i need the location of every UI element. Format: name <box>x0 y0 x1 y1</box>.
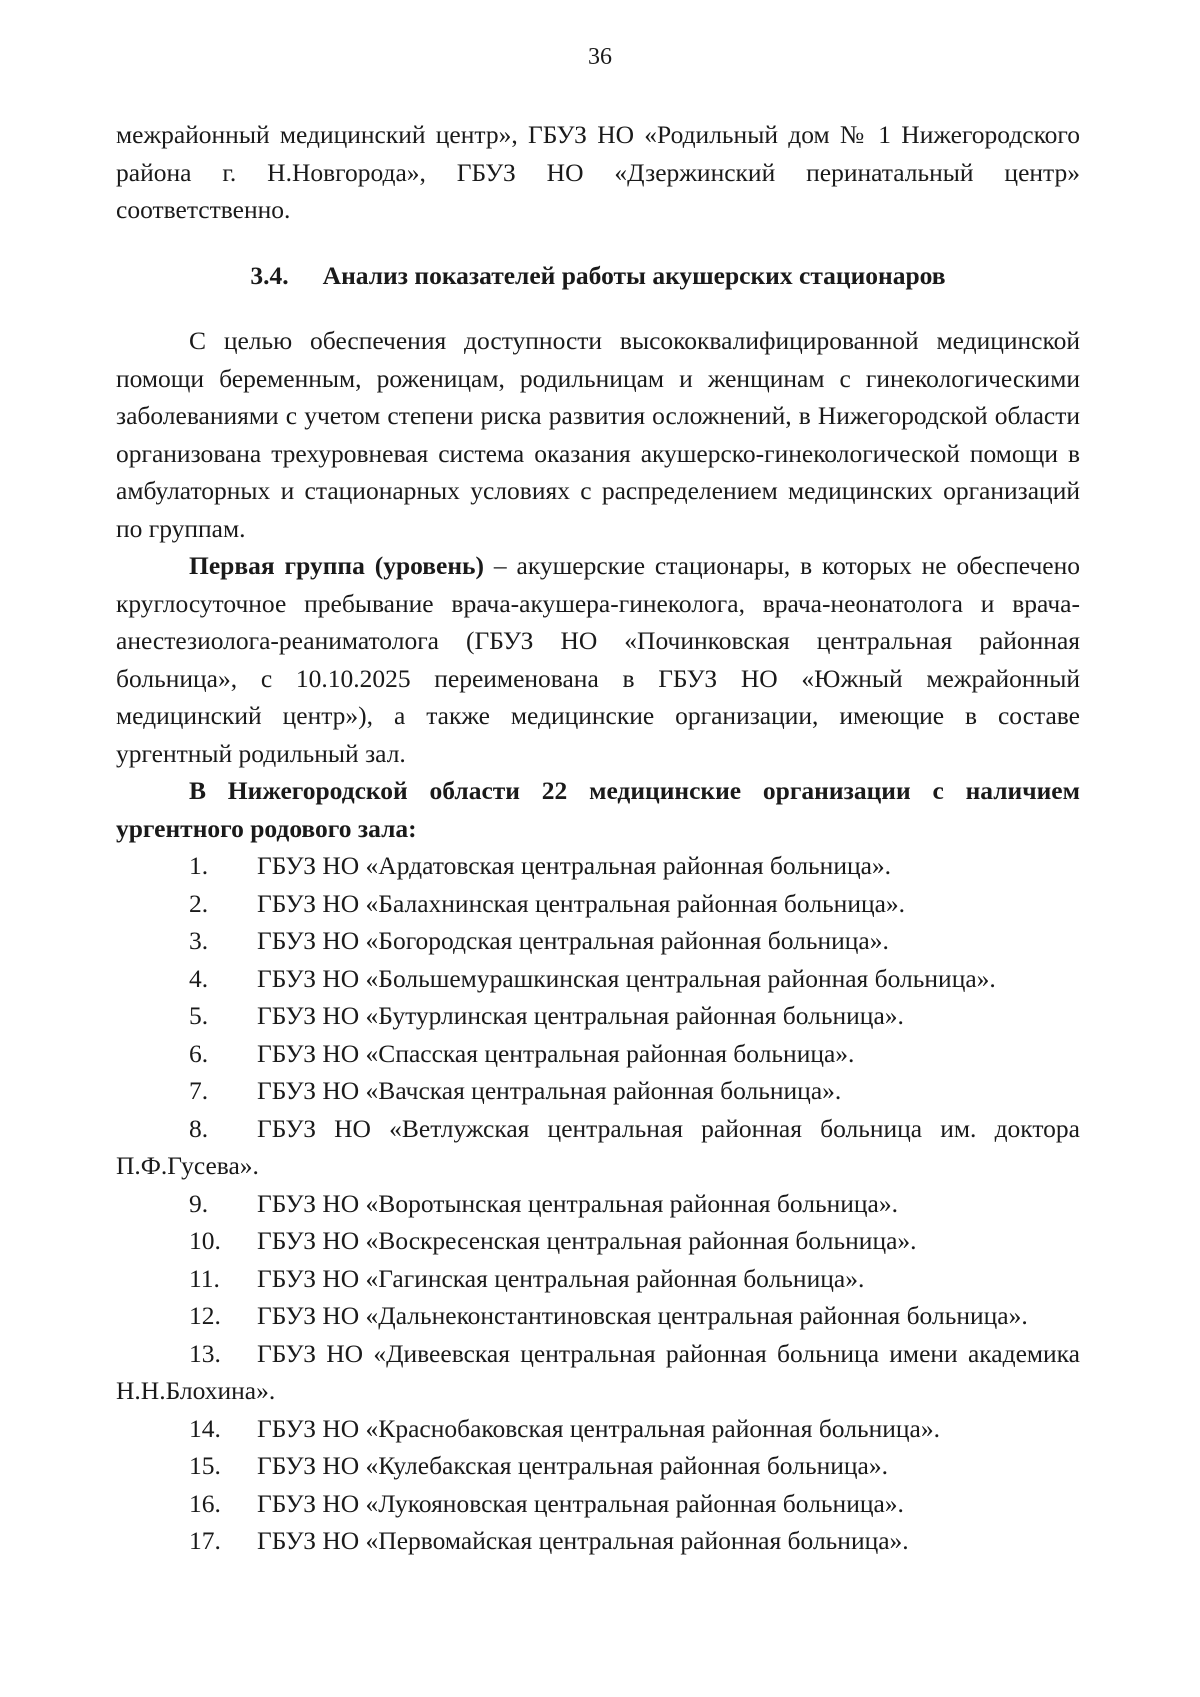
paragraph-levels-intro: С целью обеспечения доступности высококвалифицированной медицинской помощи беременным, роженицам, родильницам и женщинам с гинекологическими заболеваниями с учетом степени риска развития осложнений, в Нижегородской области организована трехуровневая система оказания акушерско-гинекологической помощи в амбулаторных и стационарных условиях с распределением медицинских организаций по группам. <box>116 326 1080 543</box>
list-item-text: ГБУЗ НО «Воротынская центральная районная больница». <box>257 1188 898 1218</box>
list-item <box>116 1485 1080 1523</box>
list-item-number: 4. <box>189 963 209 993</box>
first-group-lead: Первая группа (уровень) <box>189 551 485 580</box>
list-item-number: 7. <box>189 1076 209 1105</box>
list-item <box>116 960 1080 998</box>
list-item-text: ГБУЗ НО «Ветлужская центральная районная больница им. доктора <box>257 1113 1080 1143</box>
list-item <box>116 1522 1080 1560</box>
list-item-text: ГБУЗ НО «Гагинская центральная районная больница». <box>257 1263 865 1293</box>
list-item-text: ГБУЗ НО «Спасская центральная районная больница». <box>257 1038 855 1068</box>
list-item <box>116 997 1080 1035</box>
list-item-number: 11. <box>189 1263 220 1293</box>
list-item-number: 16. <box>189 1488 221 1518</box>
first-group-text: – акушерские стационары, в которых не обеспечено круглосуточное пребывание врача-акушера-гинеколога, врача-неонатолога и врача-анестезиолога-реаниматолога (ГБУЗ НО «Починковская центральная районная больница», с 10.10.2025 переименована в ГБУЗ НО «Южный межрайонный медицинский центр»), а также медицинские организации, имеющие в составе ургентный родильный зал. <box>116 551 1081 768</box>
list-item-number: 8. <box>189 1113 209 1143</box>
section-heading <box>116 257 1080 295</box>
list-item <box>116 1447 1080 1485</box>
page-number: 36 <box>588 44 612 70</box>
page-content <box>116 116 1080 1560</box>
list-item-text: ГБУЗ НО «Вачская центральная районная больница». <box>257 1076 842 1105</box>
list-item <box>116 1072 1080 1110</box>
section-number: 3.4. <box>250 260 289 290</box>
list-item <box>116 847 1080 885</box>
list-item-number: 6. <box>189 1038 209 1068</box>
intro-continuation: межрайонный медицинский центр», ГБУЗ НО «Родильный дом № 1 Нижегородского района г. Н.Новгорода», ГБУЗ НО «Дзержинский перинатальный центр» соответственно. <box>116 120 1080 224</box>
list-item-number: 5. <box>189 1001 209 1030</box>
list-item <box>116 1222 1080 1260</box>
list-item-number: 10. <box>189 1226 221 1255</box>
list-item-number: 17. <box>189 1526 221 1555</box>
list-item-text: ГБУЗ НО «Краснобаковская центральная районная больница». <box>257 1413 940 1443</box>
list-item-number: 9. <box>189 1188 209 1218</box>
section-title: Анализ показателей работы акушерских стационаров <box>322 260 946 290</box>
list-item <box>116 1260 1080 1298</box>
list-item <box>116 922 1080 960</box>
list-item-number: 14. <box>189 1413 221 1443</box>
list-item-number: 1. <box>189 851 209 880</box>
list-item <box>116 1110 1080 1185</box>
organization-list <box>116 847 1080 1560</box>
list-heading: В Нижегородской области 22 медицинские организации с наличием ургентного родового зала: <box>116 776 1080 843</box>
list-item <box>116 1185 1080 1223</box>
list-item <box>116 1410 1080 1448</box>
list-item-number: 12. <box>189 1301 221 1330</box>
list-item-number: 2. <box>189 888 209 918</box>
list-item-text: ГБУЗ НО «Большемурашкинская центральная районная больница». <box>257 963 996 993</box>
list-item-text-continuation: П.Ф.Гусева». <box>116 1151 259 1180</box>
list-item-text: ГБУЗ НО «Ардатовская центральная районная больница». <box>257 851 892 880</box>
list-item <box>116 1035 1080 1073</box>
list-item-number: 3. <box>189 926 209 955</box>
list-item-text: ГБУЗ НО «Дивеевская центральная районная больница имени академика <box>257 1338 1080 1368</box>
list-item-text: ГБУЗ НО «Дальнеконстантиновская центральная районная больница». <box>257 1301 1028 1330</box>
list-item <box>116 1297 1080 1335</box>
list-item-text: ГБУЗ НО «Балахнинская центральная районная больница». <box>257 888 906 918</box>
list-item-text: ГБУЗ НО «Воскресенская центральная районная больница». <box>257 1226 917 1255</box>
list-item-text: ГБУЗ НО «Бутурлинская центральная районная больница». <box>257 1001 904 1030</box>
list-item-text: ГБУЗ НО «Кулебакская центральная районная больница». <box>257 1451 888 1480</box>
list-item-number: 15. <box>189 1451 221 1480</box>
list-item <box>116 1335 1080 1410</box>
list-item-text: ГБУЗ НО «Богородская центральная районная больница». <box>257 926 889 955</box>
paragraph-first-group <box>116 547 1080 772</box>
list-item-number: 13. <box>189 1338 221 1368</box>
list-item-text: ГБУЗ НО «Лукояновская центральная районная больница». <box>257 1488 904 1518</box>
list-item-text: ГБУЗ НО «Первомайская центральная районная больница». <box>257 1526 909 1555</box>
list-item-text-continuation: Н.Н.Блохина». <box>116 1376 276 1405</box>
list-item <box>116 885 1080 923</box>
